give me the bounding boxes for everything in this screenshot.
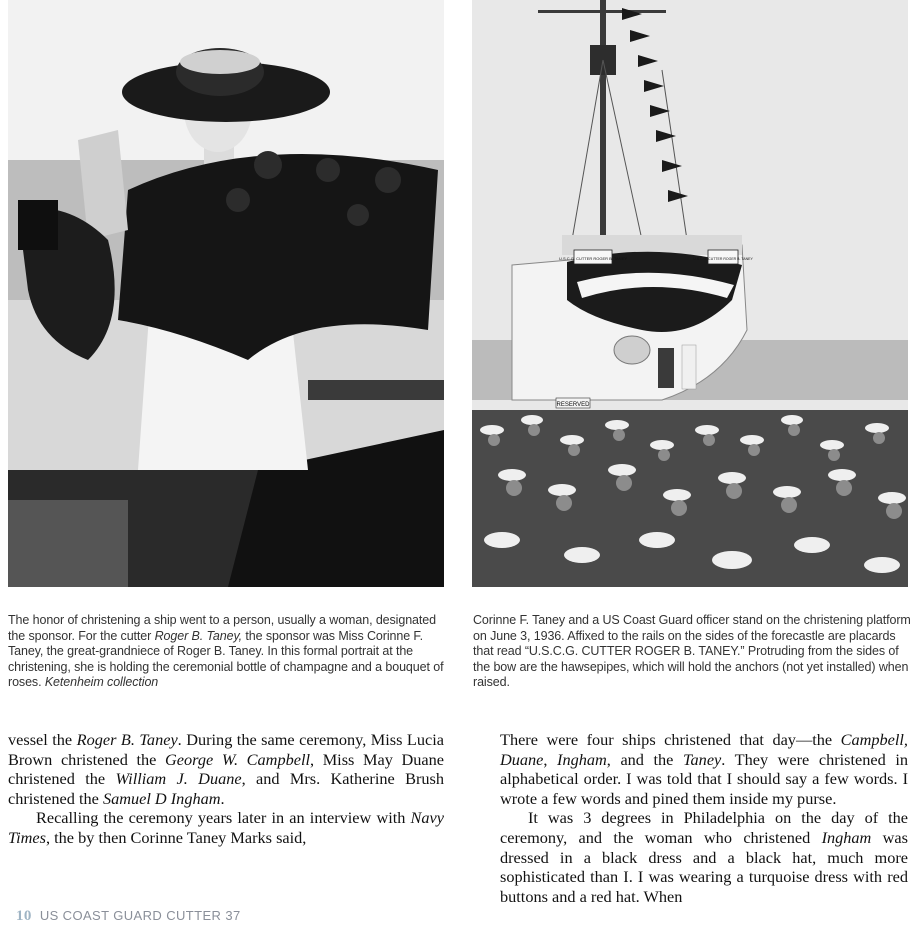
text-run: It was 3 degrees in Philadelphia on the day of the ceremony, and the woman who christened <box>500 808 908 847</box>
placard-right-text: U.S.C.G. CUTTER ROGER B. TANEY <box>693 257 753 261</box>
text-run: . <box>220 788 225 808</box>
placard-left-text: U.S.C.G. CUTTER ROGER B. TANEY <box>558 256 628 261</box>
page-number: 10 <box>16 908 32 924</box>
page-footer <box>16 908 241 925</box>
body-column-left <box>8 730 444 848</box>
publication-name: Navy Times <box>8 808 444 847</box>
ship-name: Ingham <box>557 749 607 769</box>
ship-name: William J. Duane <box>115 769 242 789</box>
text-run: . During the same ceremony, Miss Lucia Brown christened the <box>8 730 444 769</box>
text-run: . They were christened in alphabetical order. I was told that I should say a few words. I wrote a few words and pined them inside my purse. <box>500 749 908 808</box>
text-run: , and the <box>606 749 683 769</box>
caption-christening-platform <box>473 613 913 691</box>
caption-left-text-2: the sponsor was Miss Corinne F. Taney, the great-grandniece of Roger B. Taney. In this formal portrait at the christening, she is holding the ceremonial bottle of champagne and a bouquet of roses. <box>8 628 444 689</box>
body-left-paragraph-1 <box>8 730 444 808</box>
ship-name: Ingham <box>821 827 872 847</box>
caption-sponsor-portrait <box>8 613 448 691</box>
text-run: was dressed in a black dress and a black hat, much more sophisticated than I. I was wearing a turquoise dress with red buttons and a red hat. When <box>500 827 908 906</box>
text-run: , the by then Corinne Taney Marks said, <box>46 827 307 847</box>
body-column-right-quote <box>500 730 908 906</box>
caption-left-text-1: The honor of christening a ship went to a person, usually a woman, designated the sponsor. For the cutter <box>8 613 436 643</box>
text-run: vessel the <box>8 730 77 749</box>
book-title: US COAST GUARD CUTTER 37 <box>39 908 241 923</box>
caption-left-credit: Ketenheim collection <box>44 675 159 689</box>
christening-crowd-photo <box>472 0 908 587</box>
text-run: There were four ships christened that day—the <box>500 730 841 749</box>
caption-right-text: Corinne F. Taney and a US Coast Guard officer stand on the christening platform on June 3, 1936. Affixed to the rails on the sides of the forecastle are placards that read “U.S.C.G. CUTTER ROGER B. TANEY.” Protruding from the sides of the bow are the hawsepipes, which will hold the anchors (not yet installed) when raised. <box>473 613 911 689</box>
text-run: , <box>543 749 558 769</box>
text-run: , Miss May Duane christened the <box>8 749 444 789</box>
body-right-paragraph-1 <box>500 730 908 808</box>
christening-ceremony-image <box>472 0 908 587</box>
ship-name: Campbell, Duane <box>500 730 908 769</box>
text-run: Recalling the ceremony years later in an interview with <box>36 808 411 828</box>
ship-name: Samuel D Ingham <box>102 788 221 808</box>
body-left-paragraph-2 <box>8 808 444 847</box>
ship-name: Taney <box>682 749 722 769</box>
reserved-sign-text: RESERVED <box>556 402 590 408</box>
caption-left-ship-name: Roger B. Taney, <box>154 628 243 643</box>
sponsor-portrait-image <box>8 0 444 587</box>
ship-name: Roger B. Taney <box>76 730 178 749</box>
ship-name: George W. Campbell <box>165 749 310 769</box>
body-right-paragraph-2 <box>500 808 908 906</box>
sponsor-portrait-photo <box>8 0 444 587</box>
text-run: , and Mrs. Katherine Brush christened the <box>8 769 444 808</box>
